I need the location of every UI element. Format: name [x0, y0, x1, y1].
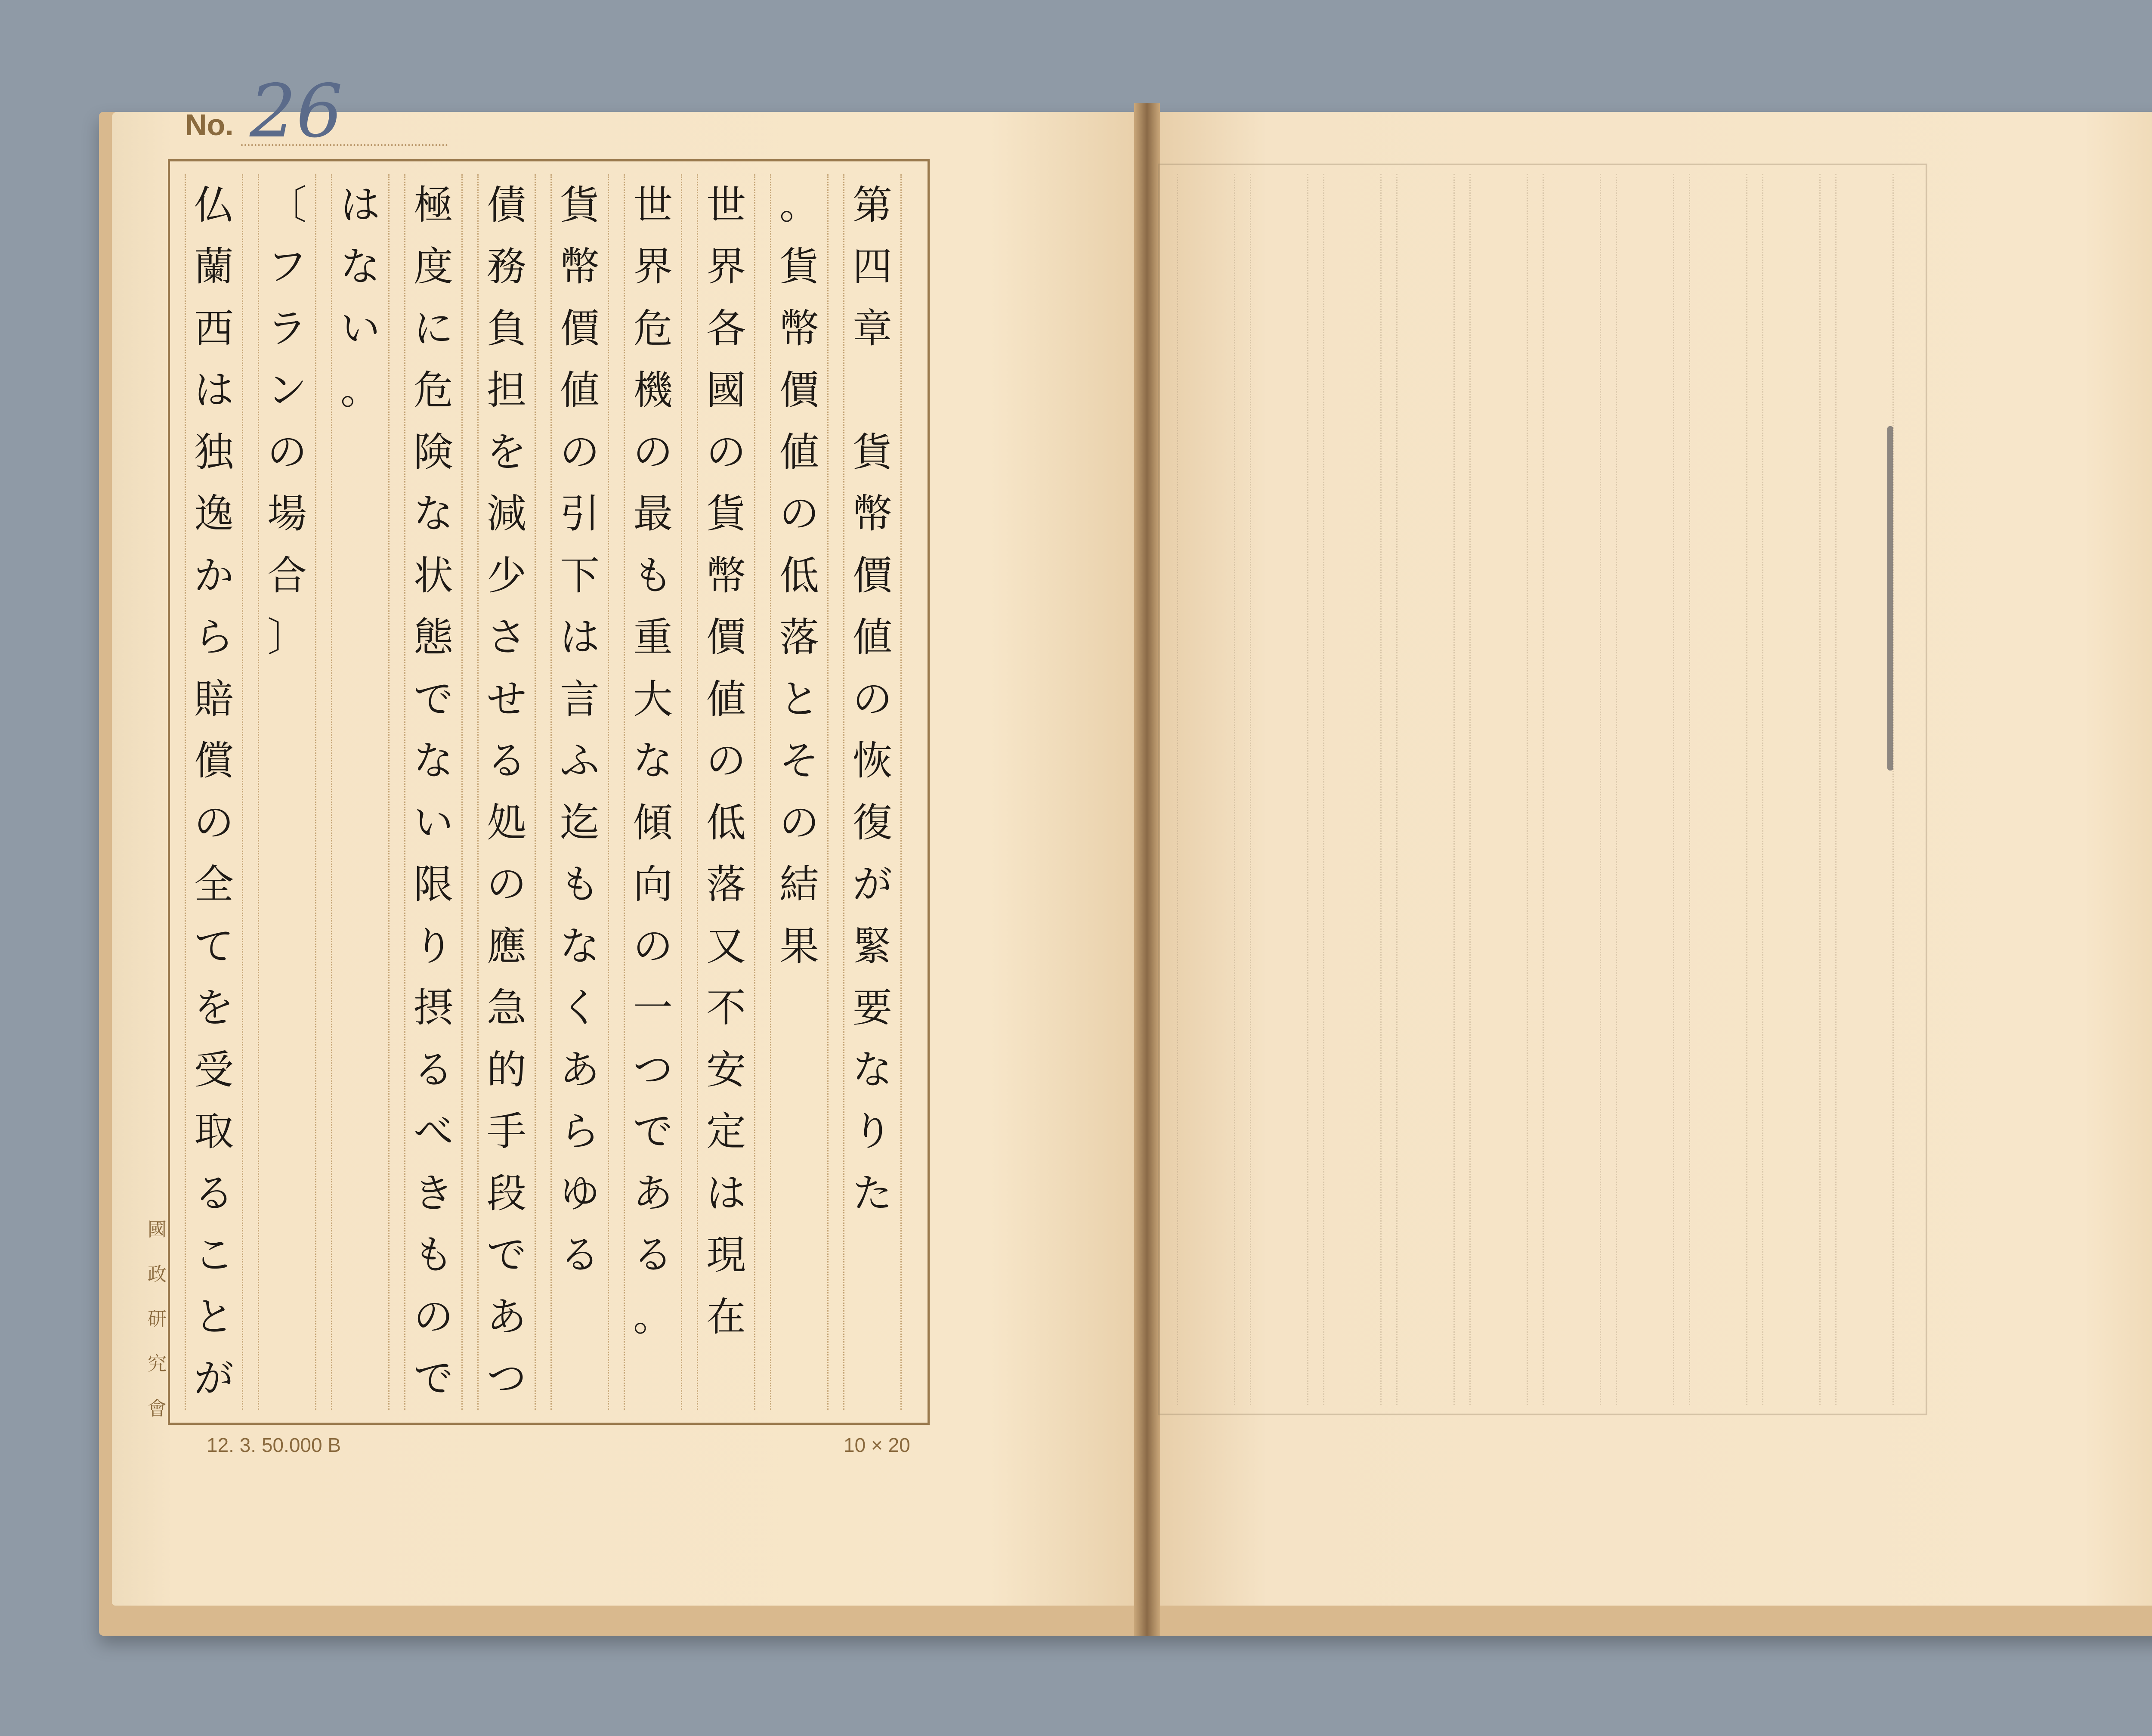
manuscript-cell: 落 [706, 861, 746, 908]
manuscript-cell: 仏 [194, 182, 234, 228]
manuscript-cell: 債 [486, 182, 526, 228]
manuscript-cell: 取 [194, 1108, 234, 1155]
manuscript-cell: 迄 [560, 799, 600, 846]
manuscript-cell: ラ [267, 305, 307, 352]
manuscript-cell: 價 [560, 305, 600, 352]
manuscript-cell: 摂 [413, 985, 453, 1031]
ghost-column [1689, 174, 1747, 1405]
manuscript-cell: を [486, 429, 526, 475]
manuscript-cell: ふ [560, 738, 600, 784]
manuscript-cell: の [779, 799, 819, 846]
manuscript-cell: あ [560, 1046, 600, 1093]
manuscript-cell: か [194, 552, 234, 599]
manuscript-cell: 危 [413, 367, 453, 414]
manuscript-cell [259, 1039, 315, 1101]
manuscript-cell: く [560, 985, 600, 1031]
ghost-column [1616, 174, 1674, 1405]
publisher-char: 政 [148, 1263, 167, 1285]
manuscript-cell [844, 1286, 900, 1348]
manuscript-cell [332, 792, 388, 854]
manuscript-cell: の [194, 799, 234, 846]
publisher-char: 國 [148, 1219, 167, 1241]
manuscript-cell: が [852, 861, 892, 908]
manuscript-cell: 機 [633, 367, 673, 414]
manuscript-column [185, 174, 243, 1410]
manuscript-cell: の [633, 429, 673, 475]
manuscript-column [477, 174, 536, 1410]
manuscript-cell: ン [267, 367, 307, 414]
page-number-handwritten: 26 [250, 69, 343, 154]
manuscript-cell: 賠 [194, 676, 234, 722]
publisher-char: 會 [148, 1398, 167, 1420]
manuscript-cell: り [413, 923, 453, 969]
manuscript-cell: の [413, 1293, 453, 1340]
manuscript-cell [332, 1101, 388, 1163]
manuscript-cell: を [194, 985, 234, 1031]
manuscript-cell [771, 1039, 827, 1101]
manuscript-cell [771, 1348, 827, 1410]
publisher-char: 研 [148, 1308, 167, 1330]
manuscript-cell [259, 1101, 315, 1163]
manuscript-cell [332, 916, 388, 978]
manuscript-cell: で [486, 1232, 526, 1278]
ghost-column [1762, 174, 1821, 1405]
manuscript-cell: と [779, 676, 819, 722]
manuscript-cell: さ [486, 614, 526, 661]
manuscript-cell: 値 [779, 429, 819, 475]
manuscript-cell: 独 [194, 429, 234, 475]
manuscript-cell: 。 [779, 182, 819, 228]
manuscript-cell [552, 1286, 608, 1348]
manuscript-cell: の [560, 429, 600, 475]
manuscript-column [770, 174, 829, 1410]
manuscript-cell [332, 1225, 388, 1287]
manuscript-cell [259, 730, 315, 792]
manuscript-cell: ら [194, 614, 234, 661]
manuscript-cell: 度 [413, 244, 453, 290]
manuscript-cell: た [852, 1170, 892, 1216]
manuscript-cell [259, 978, 315, 1040]
manuscript-cell: 界 [706, 244, 746, 290]
manuscript-cell: り [852, 1108, 892, 1155]
manuscript-cell: 状 [413, 552, 453, 599]
manuscript-cell: の [633, 923, 673, 969]
ghost-column [1250, 174, 1308, 1405]
manuscript-cell: る [413, 1046, 453, 1093]
manuscript-cell: る [633, 1232, 673, 1278]
manuscript-cell [771, 1225, 827, 1287]
manuscript-cell: 蘭 [194, 244, 234, 290]
manuscript-cell [698, 1348, 754, 1410]
manuscript-cell: き [413, 1170, 453, 1216]
publisher-stamp [142, 1214, 172, 1420]
manuscript-cell: 恢 [852, 738, 892, 784]
manuscript-cell: 全 [194, 861, 234, 908]
manuscript-cell [332, 1348, 388, 1410]
manuscript-cell [332, 545, 388, 607]
ghost-column [1323, 174, 1382, 1405]
manuscript-cell: 大 [633, 676, 673, 722]
manuscript-cell: 現 [706, 1232, 746, 1278]
manuscript-cell: 合 [267, 552, 307, 599]
manuscript-cell: 値 [706, 676, 746, 722]
manuscript-cell: べ [413, 1108, 453, 1155]
manuscript-cell: 第 [852, 182, 892, 228]
manuscript-cell: こ [194, 1232, 234, 1278]
manuscript-cell: 負 [486, 305, 526, 352]
manuscript-cell: は [706, 1170, 746, 1216]
manuscript-cell: 四 [852, 244, 892, 290]
manuscript-cell: 應 [486, 923, 526, 969]
manuscript-cell: い [413, 799, 453, 846]
manuscript-cell: 危 [633, 305, 673, 352]
manuscript-cell: 〔 [267, 182, 307, 228]
manuscript-cell [332, 668, 388, 730]
manuscript-cell [844, 1348, 900, 1410]
manuscript-cell: 場 [267, 491, 307, 537]
manuscript-cell: 價 [779, 367, 819, 414]
manuscript-cell: 章 [852, 305, 892, 352]
manuscript-cell: 逸 [194, 491, 234, 537]
manuscript-cell [332, 1286, 388, 1348]
manuscript-cell: も [633, 552, 673, 599]
manuscript-cell: 結 [779, 861, 819, 908]
manuscript-cell: 幣 [706, 552, 746, 599]
manuscript-cell [332, 1039, 388, 1101]
manuscript-cell [771, 1101, 827, 1163]
print-code: 12. 3. 50.000 B [207, 1434, 341, 1456]
manuscript-cell: せ [486, 676, 526, 722]
manuscript-cell: 務 [486, 244, 526, 290]
manuscript-cell: は [194, 367, 234, 414]
manuscript-cell [771, 1286, 827, 1348]
manuscript-cell: 貨 [706, 491, 746, 537]
manuscript-cell [259, 854, 315, 916]
manuscript-cell: 極 [413, 182, 453, 228]
manuscript-cell [332, 483, 388, 545]
manuscript-cell [332, 854, 388, 916]
manuscript-cell [332, 978, 388, 1040]
manuscript-cell: 界 [633, 244, 673, 290]
page-number-label: No. [185, 108, 234, 142]
manuscript-cell: 價 [706, 614, 746, 661]
manuscript-cell: 引 [560, 491, 600, 537]
manuscript-column [843, 174, 902, 1410]
manuscript-cell: 要 [852, 985, 892, 1031]
manuscript-cell: で [413, 1355, 453, 1402]
manuscript-cell: 値 [560, 367, 600, 414]
manuscript-cell: 世 [633, 182, 673, 228]
manuscript-cell: 安 [706, 1046, 746, 1093]
manuscript-cell: の [267, 429, 307, 475]
manuscript-cell: の [486, 861, 526, 908]
manuscript-cell: な [560, 923, 600, 969]
manuscript-cell [259, 1225, 315, 1287]
manuscript-cell: 幣 [779, 305, 819, 352]
manuscript-cell: 的 [486, 1046, 526, 1093]
manuscript-cell [259, 668, 315, 730]
manuscript-cell [259, 916, 315, 978]
manuscript-cell: い [340, 305, 380, 352]
manuscript-cell: 不 [706, 985, 746, 1031]
manuscript-cell: 償 [194, 738, 234, 784]
manuscript-cell: 西 [194, 305, 234, 352]
manuscript-cell: に [413, 305, 453, 352]
manuscript-cell: フ [267, 244, 307, 290]
manuscript-cell: 果 [779, 923, 819, 969]
manuscript-column [697, 174, 755, 1410]
manuscript-cell [332, 421, 388, 483]
manuscript-cell: な [413, 738, 453, 784]
manuscript-cell [259, 1348, 315, 1410]
manuscript-cell: 少 [486, 552, 526, 599]
right-page-grid-bleed [1158, 164, 1927, 1415]
manuscript-cell: つ [486, 1355, 526, 1402]
manuscript-cell: 幣 [852, 491, 892, 537]
manuscript-cell: そ [779, 738, 819, 784]
manuscript-cell: 下 [560, 552, 600, 599]
manuscript-cell: 在 [706, 1293, 746, 1340]
manuscript-cell: 幣 [560, 244, 600, 290]
ghost-column [1177, 174, 1235, 1405]
manuscript-cell: の [779, 491, 819, 537]
publisher-char: 究 [148, 1353, 167, 1375]
manuscript-cell: 。 [633, 1293, 673, 1340]
manuscript-cell: 貨 [779, 244, 819, 290]
manuscript-cell: 言 [560, 676, 600, 722]
manuscript-cell: 低 [779, 552, 819, 599]
manuscript-cell: る [560, 1232, 600, 1278]
manuscript-cell [552, 1348, 608, 1410]
manuscript-cell: 険 [413, 429, 453, 475]
manuscript-cell: は [340, 182, 380, 228]
manuscript-cell: 減 [486, 491, 526, 537]
manuscript-cell: 定 [706, 1108, 746, 1155]
manuscript-cell [332, 607, 388, 669]
manuscript-cell [844, 1225, 900, 1287]
manuscript-cell: の [706, 429, 746, 475]
manuscript-cell [844, 360, 900, 422]
ghost-column [1469, 174, 1528, 1405]
ghost-column [1396, 174, 1455, 1405]
manuscript-cell: も [413, 1232, 453, 1278]
manuscript-cell: る [194, 1170, 234, 1216]
manuscript-cell: な [633, 738, 673, 784]
manuscript-cell: 。 [340, 367, 380, 414]
manuscript-cell: 復 [852, 799, 892, 846]
manuscript-column [258, 174, 316, 1410]
manuscript-cell: 処 [486, 799, 526, 846]
manuscript-cell: 貨 [852, 429, 892, 475]
manuscript-cell [771, 978, 827, 1040]
manuscript-cell: 傾 [633, 799, 673, 846]
manuscript-grid [168, 159, 930, 1425]
manuscript-cell: な [852, 1046, 892, 1093]
manuscript-cell [259, 1286, 315, 1348]
manuscript-cell: 限 [413, 861, 453, 908]
manuscript-column [550, 174, 609, 1410]
manuscript-cell [332, 730, 388, 792]
manuscript-cell: 手 [486, 1108, 526, 1155]
manuscript-cell: の [706, 738, 746, 784]
manuscript-cell [625, 1348, 681, 1410]
manuscript-cell: 最 [633, 491, 673, 537]
manuscript-cell [259, 1163, 315, 1225]
ghost-column [1835, 174, 1894, 1405]
manuscript-cell: る [486, 738, 526, 784]
manuscript-cell: つ [633, 1046, 673, 1093]
manuscript-cell [771, 1163, 827, 1225]
grid-size-label: 10 × 20 [844, 1434, 910, 1456]
manuscript-cell: て [194, 923, 234, 969]
manuscript-cell: 急 [486, 985, 526, 1031]
manuscript-cell: な [340, 244, 380, 290]
manuscript-cell: の [852, 676, 892, 722]
manuscript-cell: 担 [486, 367, 526, 414]
manuscript-cell: ら [560, 1108, 600, 1155]
manuscript-cell: 向 [633, 861, 673, 908]
manuscript-cell: 低 [706, 799, 746, 846]
manuscript-cell: が [194, 1355, 234, 1402]
manuscript-cell: 一 [633, 985, 673, 1031]
manuscript-cell: で [413, 676, 453, 722]
manuscript-cell: ゆ [560, 1170, 600, 1216]
manuscript-cell: は [560, 614, 600, 661]
manuscript-cell [259, 792, 315, 854]
manuscript-cell: 貨 [560, 182, 600, 228]
manuscript-cell: あ [633, 1170, 673, 1216]
manuscript-cell: も [560, 861, 600, 908]
manuscript-cell: 又 [706, 923, 746, 969]
manuscript-cell: あ [486, 1293, 526, 1340]
manuscript-column [404, 174, 463, 1410]
manuscript-cell [332, 1163, 388, 1225]
manuscript-cell: 價 [852, 552, 892, 599]
ghost-column [1543, 174, 1601, 1405]
manuscript-cell: 各 [706, 305, 746, 352]
manuscript-column [331, 174, 390, 1410]
manuscript-cell: と [194, 1293, 234, 1340]
manuscript-cell: 〕 [267, 614, 307, 661]
manuscript-column [624, 174, 682, 1410]
manuscript-cell: 緊 [852, 923, 892, 969]
manuscript-cell: 受 [194, 1046, 234, 1093]
manuscript-cell: な [413, 491, 453, 537]
book-spine [1134, 103, 1160, 1636]
manuscript-cell: 態 [413, 614, 453, 661]
manuscript-cell: 段 [486, 1170, 526, 1216]
pencil-stroke [1887, 426, 1893, 771]
manuscript-cell: 國 [706, 367, 746, 414]
manuscript-cell: 値 [852, 614, 892, 661]
page-number-underline [241, 144, 448, 146]
manuscript-cell: 落 [779, 614, 819, 661]
manuscript-cell: で [633, 1108, 673, 1155]
manuscript-cell: 重 [633, 614, 673, 661]
manuscript-cell: 世 [706, 182, 746, 228]
